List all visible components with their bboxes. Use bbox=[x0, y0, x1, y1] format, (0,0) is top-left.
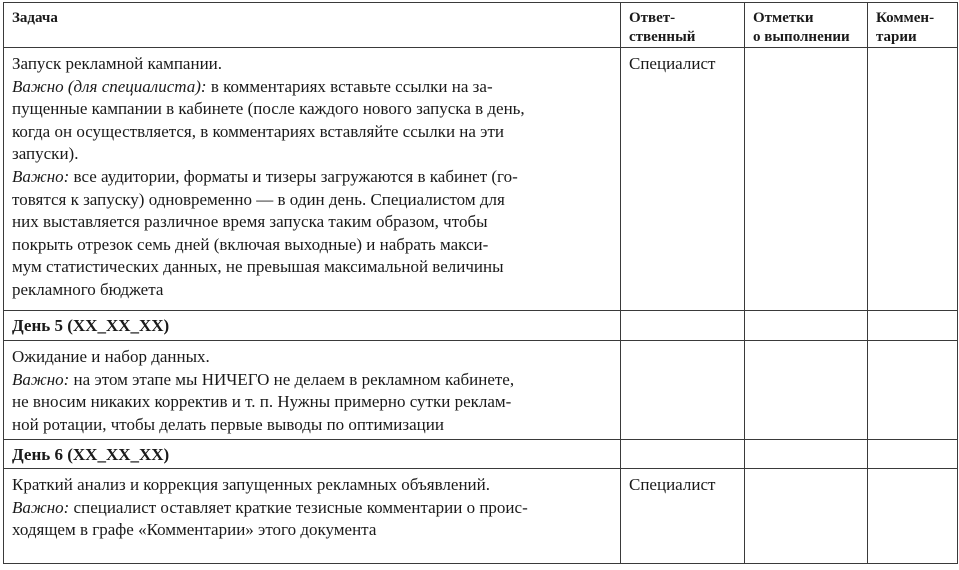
task-line: них выставляется различное время запуска таким образом, чтобы bbox=[12, 212, 488, 232]
comments-cell bbox=[868, 341, 958, 440]
task-line: Краткий анализ и коррекция запущенных рекламных объявлений. bbox=[12, 475, 490, 494]
responsible-cell bbox=[621, 341, 745, 440]
task-table bbox=[3, 2, 958, 564]
day-heading: День 5 (XX_XX_XX) bbox=[4, 311, 621, 341]
table-header-row bbox=[4, 3, 958, 48]
task-line: рекламного бюджета bbox=[12, 279, 164, 299]
task-cell bbox=[4, 48, 621, 311]
task-line: ходящем в графе «Комментарии» этого документа bbox=[12, 520, 377, 540]
header-task: Задача bbox=[4, 3, 621, 48]
responsible-cell bbox=[621, 440, 745, 469]
comments-cell bbox=[868, 440, 958, 469]
day-row bbox=[4, 440, 958, 469]
task-line: ной ротации, чтобы делать первые выводы по оптимизации bbox=[12, 414, 444, 434]
task-line: Важно: специалист оставляет краткие тезисные комментарии о проис- bbox=[12, 497, 528, 517]
comments-cell bbox=[868, 469, 958, 564]
task-line: запуски). bbox=[12, 144, 79, 164]
task-line: мум статистических данных, не превышая максимальной величины bbox=[12, 257, 504, 277]
day-row bbox=[4, 311, 958, 341]
task-line: товятся к запуску) одновременно — в один день. Специалистом для bbox=[12, 189, 505, 209]
task-line: Важно (для специалиста): в комментариях вставьте ссылки на за- bbox=[12, 76, 493, 96]
table-row bbox=[4, 341, 958, 440]
task-line: Ожидание и набор данных. bbox=[12, 347, 210, 366]
header-marks: Отметки о выполнении bbox=[745, 3, 868, 48]
responsible-cell: Специалист bbox=[621, 48, 745, 311]
marks-cell bbox=[745, 341, 868, 440]
task-line: Важно: на этом этапе мы НИЧЕГО не делаем в рекламном кабинете, bbox=[12, 369, 515, 389]
task-line: Важно: все аудитории, форматы и тизеры загружаются в кабинет (го- bbox=[12, 166, 518, 186]
task-cell bbox=[4, 469, 621, 564]
table-row bbox=[4, 469, 958, 564]
task-line: не вносим никаких корректив и т. п. Нужны примерно сутки реклам- bbox=[12, 392, 512, 412]
task-line: пущенные кампании в кабинете (после каждого нового запуска в день, bbox=[12, 99, 525, 119]
marks-cell bbox=[745, 48, 868, 311]
comments-cell bbox=[868, 48, 958, 311]
marks-cell bbox=[745, 311, 868, 341]
responsible-cell bbox=[621, 311, 745, 341]
responsible-cell: Специалист bbox=[621, 469, 745, 564]
task-line: покрыть отрезок семь дней (включая выходные) и набрать макси- bbox=[12, 234, 489, 254]
marks-cell bbox=[745, 469, 868, 564]
task-line: Запуск рекламной кампании. bbox=[12, 54, 223, 73]
marks-cell bbox=[745, 440, 868, 469]
task-line: когда он осуществляется, в комментариях вставляйте ссылки на эти bbox=[12, 121, 505, 141]
table-row bbox=[4, 48, 958, 311]
header-responsible: Ответ- ственный bbox=[621, 3, 745, 48]
task-cell bbox=[4, 341, 621, 440]
comments-cell bbox=[868, 311, 958, 341]
day-heading: День 6 (XX_XX_XX) bbox=[4, 440, 621, 469]
header-comments: Коммен- тарии bbox=[868, 3, 958, 48]
